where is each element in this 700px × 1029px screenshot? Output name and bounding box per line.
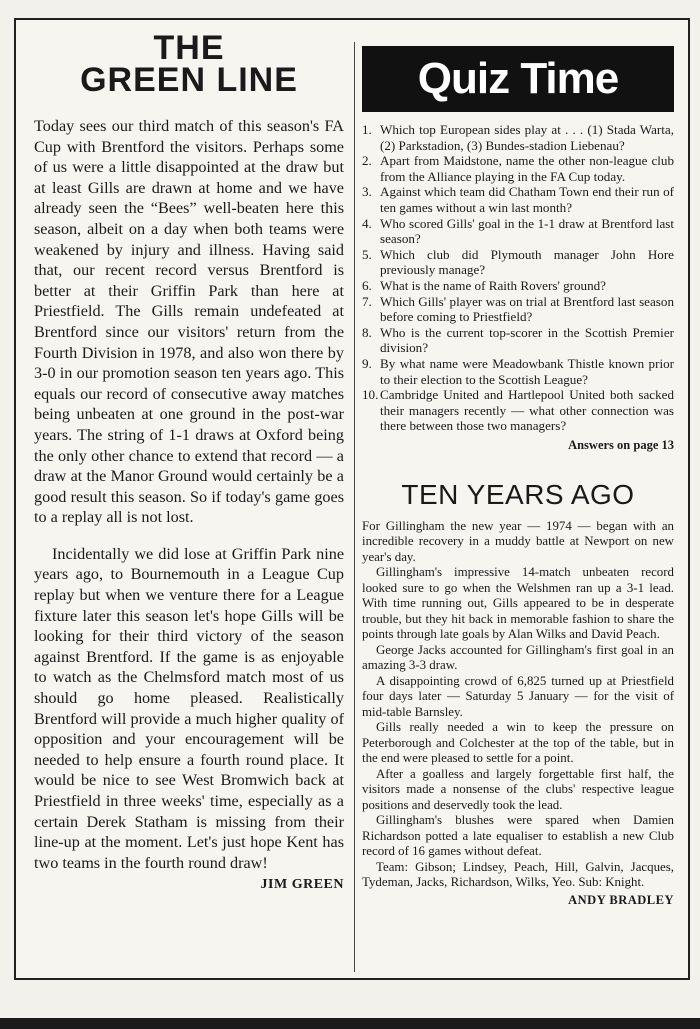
ten-years-paragraph-7: Gillingham's blushes were spared when Damien Richardson potted a late equaliser to establish a new Club record of 16 games without defeat. [362,813,674,859]
answers-reference: Answers on page 13 [568,437,674,452]
ten-years-paragraph-2: Gillingham's impressive 14-match unbeaten record looked sure to go when the Welshmen ran up a 3-1 lead. With time running out, Gills appeared to be in desperate trouble, but they hit back in memorable fashion to share the points through late goals by Alan Wilks and David Peach. [362,565,674,642]
quiz-question [362,356,674,387]
question-number: 10. [362,387,379,403]
question-number: 9. [362,355,372,371]
green-line-paragraph-1: Today sees our third match of this season's FA Cup with Brentford the visitors. Perhaps some of us were a little disappointed at the draw but at least Gills are drawn at home and we have already seen the “Bees” well-beaten here this season, albeit on a day when both teams were weakened by injury and illness. Having said that, our recent record versus Brentford is better at their Griffin Park than here at Priestfield. The Gills remain undefeated at Brentford since our visitors' return from the Fourth Division in 1978, and also won there by 3-0 in our promotion season ten years ago. This equals our record of consecutive away matches being unbeaten at one ground in the post-war years. The string of 1-1 draws at Oxford being the only other chance to extend that record — a draw at the Manor Ground would certainly be a good result this season. So if today's game goes to a replay all is not lost. [34,117,344,527]
question-text: Cambridge United and Hartlepool United both sacked their managers recently — what other connection was there between those two managers? [380,387,674,434]
quiz-question [362,122,674,153]
ten-years-paragraph-4: A disappointing crowd of 6,825 turned up at Priestfield four days later — Saturday 5 January — for the visit of mid-table Barnsley. [362,673,674,719]
quiz-question [362,247,674,278]
question-text: Which Gills' player was on trial at Brentford last season before coming to Priestfield? [380,293,674,325]
green-line-author: JIM GREEN [260,877,344,893]
question-number: 5. [362,246,372,262]
question-number: 3. [362,184,372,200]
ten-years-paragraph-8: Team: Gibson; Lindsey, Peach, Hill, Galvin, Jacques, Tydeman, Jacks, Richardson, Wilks, Yeo. Sub: Knight. [362,859,674,890]
question-number: 2. [362,153,372,169]
quiz-question [362,325,674,356]
green-line-title [34,29,344,99]
quiz-question [362,387,674,434]
ten-years-ago-article [362,519,674,891]
question-text: What is the name of Raith Rovers' ground? [380,277,606,293]
ten-years-paragraph-6: After a goalless and largely forgettable first half, the visitors made a nonsense of the clubs' respective league positions and deservedly took the lead. [362,766,674,812]
quiz-question [362,153,674,184]
question-text: By what name were Meadowbank Thistle known prior to their election to the Scottish League? [380,355,674,387]
magazine-page [14,18,690,980]
question-number: 7. [362,293,372,309]
ten-years-paragraph-3: George Jacks accounted for Gillingham's first goal in an amazing 3-3 draw. [362,642,674,673]
question-text: Apart from Maidstone, name the other non-league club from the Alliance playing in the FA Cup today. [380,153,674,184]
quiz-question [362,216,674,247]
green-line-paragraph-2: Incidentally we did lose at Griffin Park nine years ago, to Bournemouth in a League Cup replay but when we venture there for a League fixture later this season let's hope Gills will be looking for their third victory of the season against Brentford. If the game is as enjoyable to watch as the Chelmsford match most of us should go home pleased. Realistically Brentford will provide a much higher quality of opposition and your encouragement will be needed to help ensure a fourth round place. It would be nice to see West Bromwich back at Priestfield in three weeks' time, especially as a certain Derek Statham is missing from their line-up at the moment. Let's just hope Kent has two teams in the fourth round draw! [34,544,344,872]
ten-years-author: ANDY BRADLEY [568,892,674,907]
bottom-edge-strip [0,1018,700,1029]
column-divider [354,42,355,972]
green-line-title-line2: GREEN LINE [80,61,298,99]
quiz-question [362,184,674,215]
question-number: 4. [362,215,372,231]
question-number: 1. [362,122,372,137]
green-line-title-line1: THE [153,29,225,67]
question-text: Which club did Plymouth manager John Hore previously manage? [380,246,674,278]
ten-years-ago-title: TEN YEARS AGO [401,478,635,510]
ten-years-paragraph-5: Gills really needed a win to keep the pressure on Peterborough and Colchester at the top of the table, but in the end were pleased to settle for a point. [362,720,674,766]
green-line-article [34,116,344,873]
question-number: 6. [362,277,372,293]
right-column [362,46,674,908]
quiz-question [362,278,674,294]
quiz-title: Quiz Time [417,54,619,103]
question-text: Which top European sides play at . . . (1) Stada Warta, (2) Parkstadion, (3) Bundes-stadion Liebenau? [380,122,674,153]
question-text: Who is the current top-scorer in the Scottish Premier division? [380,324,674,356]
quiz-question-list [362,122,674,434]
question-text: Who scored Gills' goal in the 1-1 draw at Brentford last season? [380,215,674,247]
quiz-question [362,294,674,325]
question-number: 8. [362,324,372,340]
question-text: Against which team did Chatham Town end their run of ten games without a win last month? [380,184,674,215]
quiz-title-banner [362,46,674,112]
ten-years-paragraph-1: For Gillingham the new year — 1974 — began with an incredible recovery in a muddy battle at Newport on new year's day. [362,518,674,564]
green-line-column [34,28,344,893]
